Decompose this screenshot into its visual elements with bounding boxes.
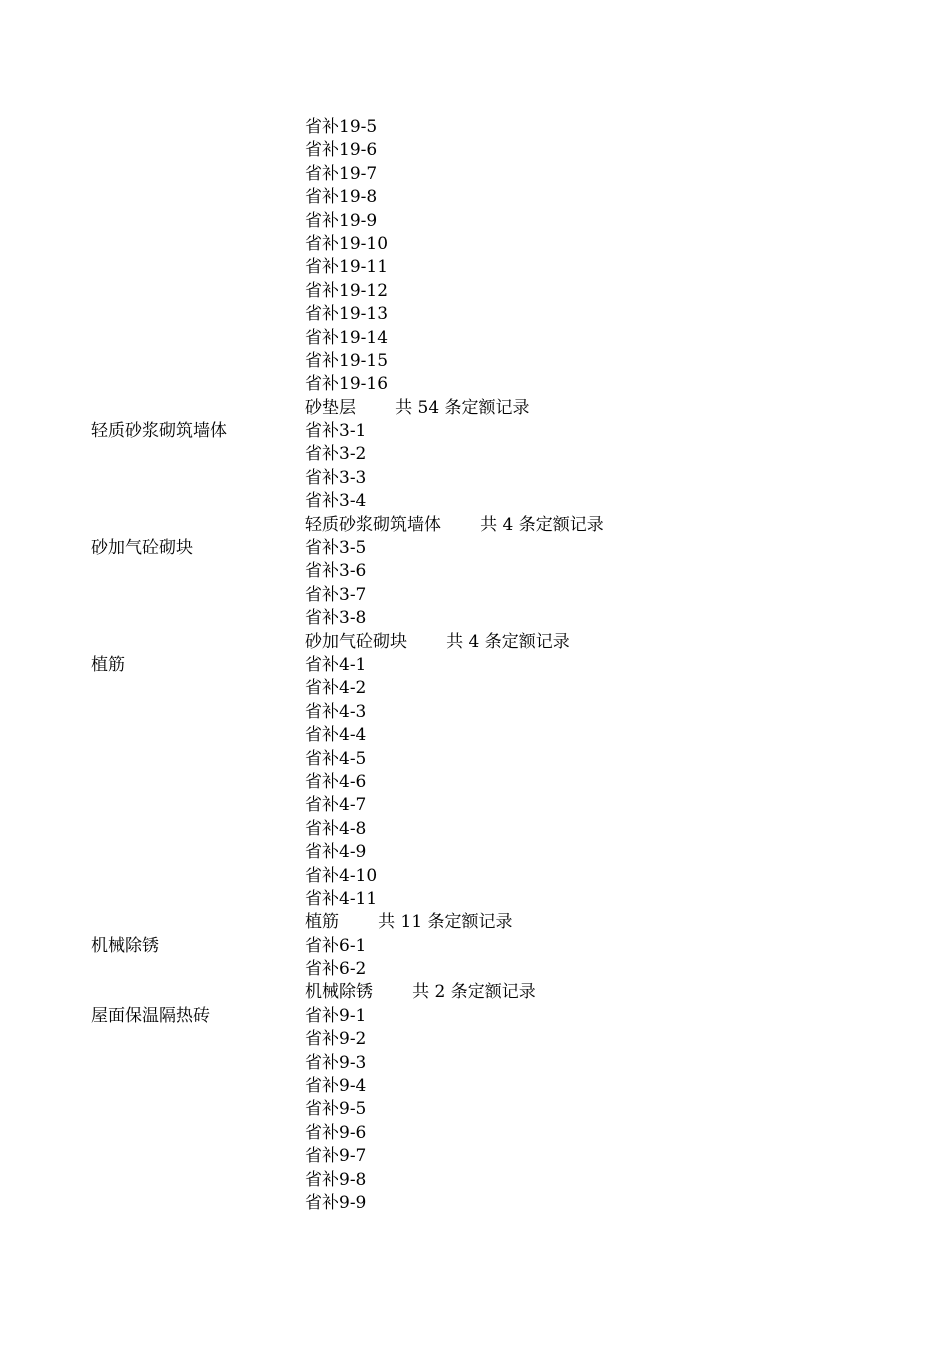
quota-code: 省补3-3 xyxy=(305,467,367,488)
quota-code: 省补3-8 xyxy=(305,608,367,629)
summary-row xyxy=(0,397,950,420)
summary-name: 植筋 xyxy=(305,912,339,933)
table-row xyxy=(0,607,950,630)
table-row xyxy=(0,584,950,607)
quota-record-list xyxy=(0,116,950,1215)
quota-code: 省补4-9 xyxy=(305,842,367,863)
summary-total: 共 4 条定额记录 xyxy=(446,631,570,652)
quota-code: 省补4-11 xyxy=(305,888,378,909)
quota-code: 省补19-13 xyxy=(305,304,389,325)
summary-line xyxy=(305,514,604,537)
table-row xyxy=(0,677,950,700)
category-label: 砂加气砼砌块 xyxy=(91,538,193,559)
quota-code: 省补19-9 xyxy=(305,210,378,231)
quota-code: 省补4-3 xyxy=(305,701,367,722)
quota-code: 省补4-4 xyxy=(305,725,367,746)
category-label: 屋面保温隔热砖 xyxy=(91,1005,210,1026)
quota-code: 省补19-6 xyxy=(305,140,378,161)
table-row xyxy=(0,420,950,443)
summary-total: 共 4 条定额记录 xyxy=(480,514,604,535)
category-label: 机械除锈 xyxy=(91,935,159,956)
quota-code: 省补4-8 xyxy=(305,818,367,839)
summary-total: 共 54 条定额记录 xyxy=(395,397,530,418)
table-row xyxy=(0,1145,950,1168)
table-row xyxy=(0,1122,950,1145)
table-row xyxy=(0,537,950,560)
table-row xyxy=(0,888,950,911)
table-row xyxy=(0,350,950,373)
quota-code: 省补3-4 xyxy=(305,491,367,512)
summary-total: 共 11 条定额记录 xyxy=(378,912,513,933)
quota-code: 省补9-7 xyxy=(305,1146,367,1167)
quota-code: 省补6-2 xyxy=(305,959,367,980)
quota-code: 省补9-6 xyxy=(305,1122,367,1143)
quota-code: 省补4-6 xyxy=(305,771,367,792)
quota-code: 省补19-5 xyxy=(305,117,378,137)
quota-code: 省补19-10 xyxy=(305,233,389,254)
summary-name: 机械除锈 xyxy=(305,982,373,1003)
table-row xyxy=(0,794,950,817)
table-row xyxy=(0,280,950,303)
summary-line xyxy=(305,631,570,654)
table-row xyxy=(0,771,950,794)
summary-name: 砂垫层 xyxy=(305,397,356,418)
quota-code: 省补9-3 xyxy=(305,1052,367,1073)
quota-code: 省补4-1 xyxy=(305,654,367,675)
table-row xyxy=(0,210,950,233)
quota-code: 省补19-8 xyxy=(305,187,378,208)
table-row xyxy=(0,1075,950,1098)
table-row xyxy=(0,373,950,396)
table-row xyxy=(0,654,950,677)
quota-code: 省补9-5 xyxy=(305,1099,367,1120)
table-row xyxy=(0,163,950,186)
summary-line xyxy=(305,397,530,420)
quota-code: 省补4-2 xyxy=(305,678,367,699)
summary-line xyxy=(305,911,513,934)
table-row xyxy=(0,818,950,841)
table-row xyxy=(0,116,950,139)
quota-code: 省补3-5 xyxy=(305,538,367,559)
quota-code: 省补19-15 xyxy=(305,350,389,371)
table-row xyxy=(0,256,950,279)
table-row xyxy=(0,560,950,583)
table-row xyxy=(0,1028,950,1051)
summary-name: 砂加气砼砌块 xyxy=(305,631,407,652)
table-row xyxy=(0,303,950,326)
quota-code: 省补9-1 xyxy=(305,1005,367,1026)
table-row xyxy=(0,865,950,888)
category-label: 轻质砂浆砌筑墙体 xyxy=(91,421,227,442)
summary-line xyxy=(305,981,536,1004)
quota-code: 省补9-2 xyxy=(305,1029,367,1050)
quota-code: 省补19-16 xyxy=(305,374,389,395)
category-label: 植筋 xyxy=(91,654,125,675)
table-row xyxy=(0,1192,950,1215)
table-row xyxy=(0,724,950,747)
quota-code: 省补4-5 xyxy=(305,748,367,769)
table-row xyxy=(0,748,950,771)
summary-row xyxy=(0,514,950,537)
quota-code: 省补19-12 xyxy=(305,280,389,301)
table-row xyxy=(0,467,950,490)
table-row xyxy=(0,841,950,864)
quota-code: 省补6-1 xyxy=(305,935,367,956)
table-row xyxy=(0,186,950,209)
quota-code: 省补3-6 xyxy=(305,561,367,582)
quota-code: 省补19-11 xyxy=(305,257,389,278)
quota-code: 省补4-7 xyxy=(305,795,367,816)
quota-code: 省补3-2 xyxy=(305,444,367,465)
table-row xyxy=(0,139,950,162)
quota-code: 省补9-8 xyxy=(305,1169,367,1190)
quota-code: 省补19-7 xyxy=(305,163,378,184)
table-row xyxy=(0,233,950,256)
table-row xyxy=(0,1052,950,1075)
table-row xyxy=(0,701,950,724)
quota-code: 省补9-9 xyxy=(305,1192,367,1213)
table-row xyxy=(0,443,950,466)
table-row xyxy=(0,1098,950,1121)
table-row xyxy=(0,1169,950,1192)
quota-code: 省补9-4 xyxy=(305,1076,367,1097)
summary-total: 共 2 条定额记录 xyxy=(412,982,536,1003)
summary-row xyxy=(0,911,950,934)
summary-name: 轻质砂浆砌筑墙体 xyxy=(305,514,441,535)
quota-code: 省补4-10 xyxy=(305,865,378,886)
summary-row xyxy=(0,631,950,654)
table-row xyxy=(0,327,950,350)
table-row xyxy=(0,1005,950,1028)
table-row xyxy=(0,935,950,958)
quota-code: 省补19-14 xyxy=(305,327,389,348)
table-row xyxy=(0,958,950,981)
table-row xyxy=(0,490,950,513)
quota-code: 省补3-7 xyxy=(305,584,367,605)
summary-row xyxy=(0,981,950,1004)
quota-code: 省补3-1 xyxy=(305,421,367,442)
